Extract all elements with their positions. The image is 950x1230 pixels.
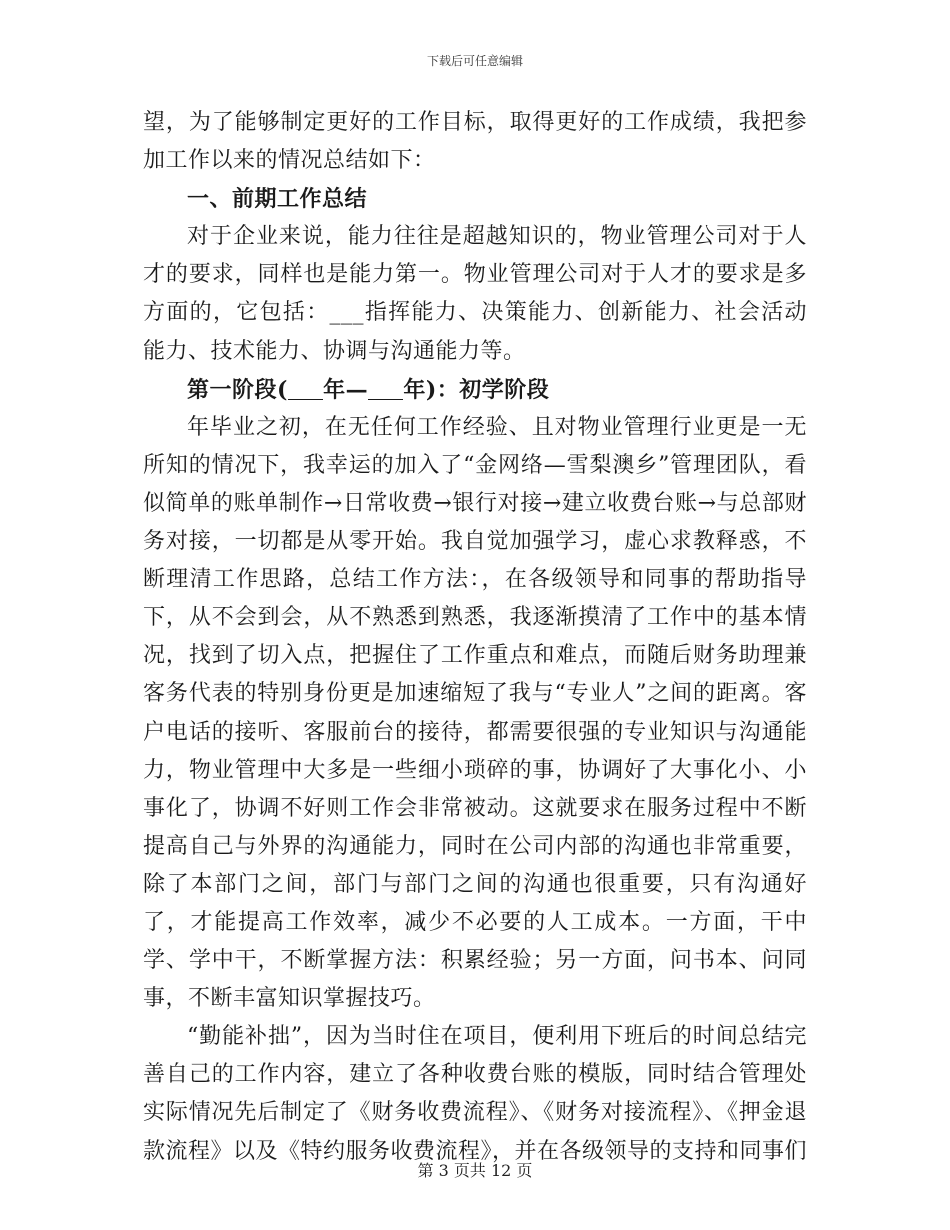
year-blank-1 [288, 377, 323, 400]
year-blank-2 [368, 377, 403, 400]
paragraph-ability: 对于企业来说，能力往往是超越知识的，物业管理公司对于人才的要求，同样也是能力第一。物业管理公司对于人才的要求是多方面的，它包括：___指挥能力、决策能力、创新能力、社会活动能力、技术能力、协调与沟通能力等。 [143, 224, 807, 364]
stage-heading-prefix: 第一阶段( [187, 376, 288, 403]
page-header: 下载后可任意编辑 [426, 54, 523, 68]
section-heading-stage-1 [143, 371, 807, 409]
section-heading-1: 一、前期工作总结 [187, 186, 368, 213]
page-footer: 第 3 页共 12 页 [417, 1161, 533, 1180]
paragraph-beginning-stage: 年毕业之初，在无任何工作经验、且对物业管理行业更是一无所知的情况下，我幸运的加入了“金网络—雪梨澳乡”管理团队，看似简单的账单制作→日常收费→银行对接→建立收费台账→与总部财务对接，一切都是从零开始。我自觉加强学习，虚心求教释惑，不断理清工作思路，总结工作方法：，在各级领导和同事的帮助指导下，从不会到会，从不熟悉到熟悉，我逐渐摸清了工作中的基本情况，找到了切入点，把握住了工作重点和难点，而随后财务助理兼客务代表的特别身份更是加速缩短了我与“专业人”之间的距离。客户电话的接听、客服前台的接待，都需要很强的专业知识与沟通能力，物业管理中大多是一些细小琐碎的事，协调好了大事化小、小事化了，协调不好则工作会非常被动。这就要求在服务过程中不断提高自己与外界的沟通能力，同时在公司内部的沟通也非常重要，除了本部门之间，部门与部门之间的沟通也很重要，只有沟通好了，才能提高工作效率，减少不必要的人工成本。一方面，干中学、学中干，不断掌握方法：积累经验；另一方面，问书本、问同事，不断丰富知识掌握技巧。 [143, 414, 807, 1012]
stage-heading-mid: 年— [323, 376, 369, 403]
document-body [143, 104, 807, 1171]
stage-heading-suffix: 年)：初学阶段 [403, 376, 550, 403]
paragraph-diligence: “勤能补拙”，因为当时住在项目，便利用下班后的时间总结完善自己的工作内容，建立了各种收费台账的模版，同时结合管理处实际情况先后制定了《财务收费流程》、《财务对接流程》、《押金退款流程》以及《特约服务收费流程》，并在各级领导的支持和同事们 [143, 1024, 808, 1164]
paragraph-intro-continuation: 望，为了能够制定更好的工作目标，取得更好的工作成绩，我把参加工作以来的情况总结如下： [143, 110, 807, 174]
